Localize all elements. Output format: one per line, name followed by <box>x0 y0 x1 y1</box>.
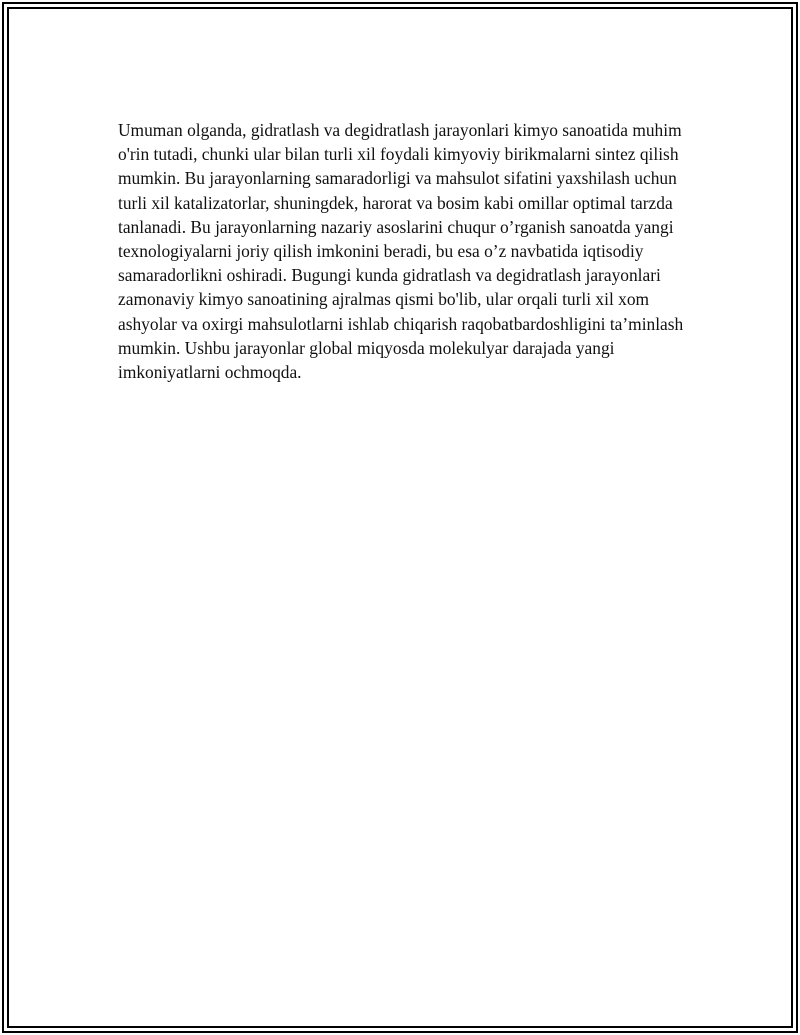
body-paragraph: Umuman olganda, gidratlash va degidratlash jarayonlari kimyo sanoatida muhim o'rin tutadi, chunki ular bilan turli xil foydali kimyoviy birikmalarni sintez qilish mumkin. Bu jarayonlarning samaradorligi va mahsulot sifatini yaxshilash uchun turli xil katalizatorlar, shuningdek, harorat va bosim kabi omillar optimal tarzda tanlanadi. Bu jarayonlarning nazariy asoslarini chuqur o’rganish sanoatda yangi texnologiyalarni joriy qilish imkonini beradi, bu esa o’z navbatida iqtisodiy samaradorlikni oshiradi. Bugungi kunda gidratlash va degidratlash jarayonlari zamonaviy kimyo sanoatining ajralmas qismi bo'lib, ular orqali turli xil xom ashyolar va oxirgi mahsulotlarni ishlab chiqarish raqobatbardoshligini ta’minlash mumkin. Ushbu jarayonlar global miqyosda molekulyar darajada yangi imkoniyatlarni ochmoqda. <box>118 120 684 383</box>
